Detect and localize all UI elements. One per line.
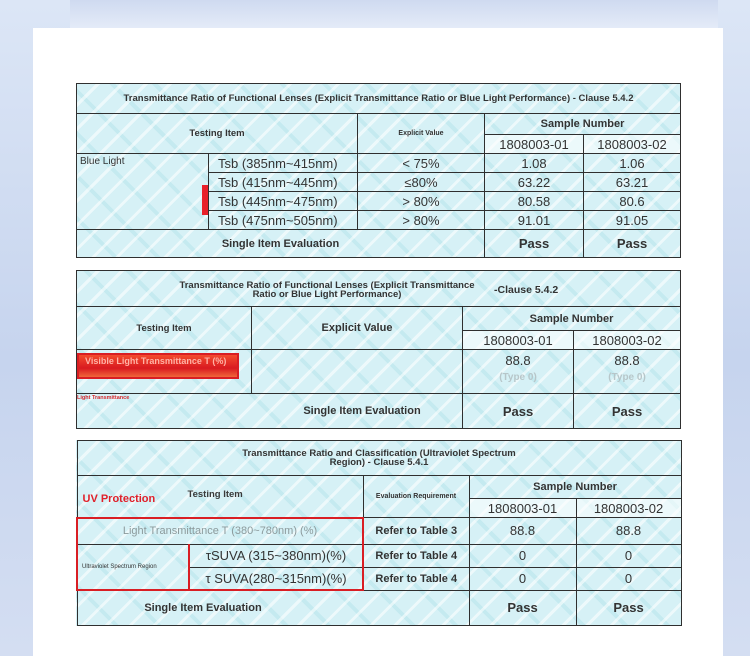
explicit-value-header: Explicit Value xyxy=(252,307,463,350)
explicit-value-empty xyxy=(252,350,463,394)
requirement-cell: Refer to Table 4 xyxy=(363,567,469,590)
uv-spectrum-region-label: Ultraviolet Spectrum Region xyxy=(77,544,189,590)
value-cell: 1.06 xyxy=(584,154,681,173)
value-cell: 91.05 xyxy=(584,211,681,230)
suva-item: τSUVA (315~380nm)(%) xyxy=(189,544,363,567)
single-item-evaluation: Single Item Evaluation xyxy=(77,230,485,258)
red-marker-bar xyxy=(202,185,209,215)
sample-id: 1808003-01 xyxy=(463,331,574,350)
band-cell: Tsb (475nm~505nm) xyxy=(209,211,358,230)
value-cell: 0 xyxy=(576,567,681,590)
sample-number-header: Sample Number xyxy=(469,476,681,499)
result-pass: Pass xyxy=(574,394,681,429)
uv-table xyxy=(76,440,682,626)
band-cell: Tsb (415nm~445nm) xyxy=(209,173,358,192)
table-title: Transmittance Ratio of Functional Lenses (Explicit Transmittance Ratio or Blue Light Performance) - Clause 5.4.2 xyxy=(77,84,681,114)
sample-number-header: Sample Number xyxy=(463,307,681,331)
explicit-cell: ≤80% xyxy=(358,173,485,192)
uv-protection-label: UV Protection xyxy=(82,493,156,506)
result-pass: Pass xyxy=(584,230,681,258)
result-pass: Pass xyxy=(469,590,576,625)
type-note: (Type 0) xyxy=(499,372,537,383)
category-label: Blue Light xyxy=(80,156,125,167)
requirement-cell: Refer to Table 3 xyxy=(363,518,469,544)
explicit-cell: > 80% xyxy=(358,211,485,230)
explicit-cell: < 75% xyxy=(358,154,485,173)
top-banner xyxy=(70,0,718,28)
result-pass: Pass xyxy=(485,230,584,258)
value-cell: 80.6 xyxy=(584,192,681,211)
value-cell: 1.08 xyxy=(485,154,584,173)
value-cell: 63.22 xyxy=(485,173,584,192)
value-cell: 0 xyxy=(469,567,576,590)
explicit-cell: > 80% xyxy=(358,192,485,211)
value-cell: 88.8 xyxy=(576,518,681,544)
value-cell: 0 xyxy=(469,544,576,567)
value-cell: 63.21 xyxy=(584,173,681,192)
suvb-item: τ SUVA(280~315nm)(%) xyxy=(189,567,363,590)
value: 88.8 xyxy=(614,353,640,368)
table-title-cell xyxy=(77,271,681,307)
light-transmittance-caption: Light Transmittance xyxy=(77,395,130,401)
explicit-value-header: Explicit Value xyxy=(358,114,485,154)
table-title: Transmittance Ratio and Classification (Ultraviolet Spectrum Region) - Clause 5.4.1 xyxy=(77,441,681,476)
band-cell: Tsb (385nm~415nm) xyxy=(209,154,358,173)
value-cell xyxy=(574,350,681,394)
sample-id: 1808003-02 xyxy=(584,135,681,154)
testing-item-header: Testing Item xyxy=(77,114,358,154)
sample-id: 1808003-01 xyxy=(469,499,576,518)
type-note: (Type 0) xyxy=(608,372,646,383)
value-cell: 88.8 xyxy=(469,518,576,544)
value-cell: 0 xyxy=(576,544,681,567)
band-cell: Tsb (445nm~475nm) xyxy=(209,192,358,211)
visible-light-cell xyxy=(77,350,252,394)
requirement-cell: Refer to Table 4 xyxy=(363,544,469,567)
value: 88.8 xyxy=(505,353,531,368)
value-cell: 91.01 xyxy=(485,211,584,230)
single-item-evaluation: Single Item Evaluation xyxy=(77,394,463,429)
table-clause: -Clause 5.4.2 xyxy=(494,284,559,296)
testing-item-header: Testing Item xyxy=(187,489,243,501)
testing-item-header-cell xyxy=(77,476,363,518)
visible-light-table xyxy=(76,270,681,429)
blue-light-table xyxy=(76,83,681,258)
result-pass: Pass xyxy=(576,590,681,625)
sample-id: 1808003-02 xyxy=(576,499,681,518)
value-cell xyxy=(463,350,574,394)
blue-light-label xyxy=(77,154,209,230)
result-pass: Pass xyxy=(463,394,574,429)
visible-light-label: Visible Light Transmittance T (%) xyxy=(77,353,239,379)
sample-number-header: Sample Number xyxy=(485,114,681,135)
single-item-evaluation: Single Item Evaluation xyxy=(77,590,469,625)
evaluation-requirement-header: Evaluation Requirement xyxy=(363,476,469,518)
testing-item-header: Testing Item xyxy=(77,307,252,350)
table-title: Transmittance Ratio of Functional Lenses (Explicit Transmittance Ratio or Blue Light Performance) xyxy=(179,280,475,300)
light-transmittance-item: Light Transmittance T (380~780nm) (%) xyxy=(77,518,363,544)
value-cell: 80.58 xyxy=(485,192,584,211)
sample-id: 1808003-02 xyxy=(574,331,681,350)
sample-id: 1808003-01 xyxy=(485,135,584,154)
